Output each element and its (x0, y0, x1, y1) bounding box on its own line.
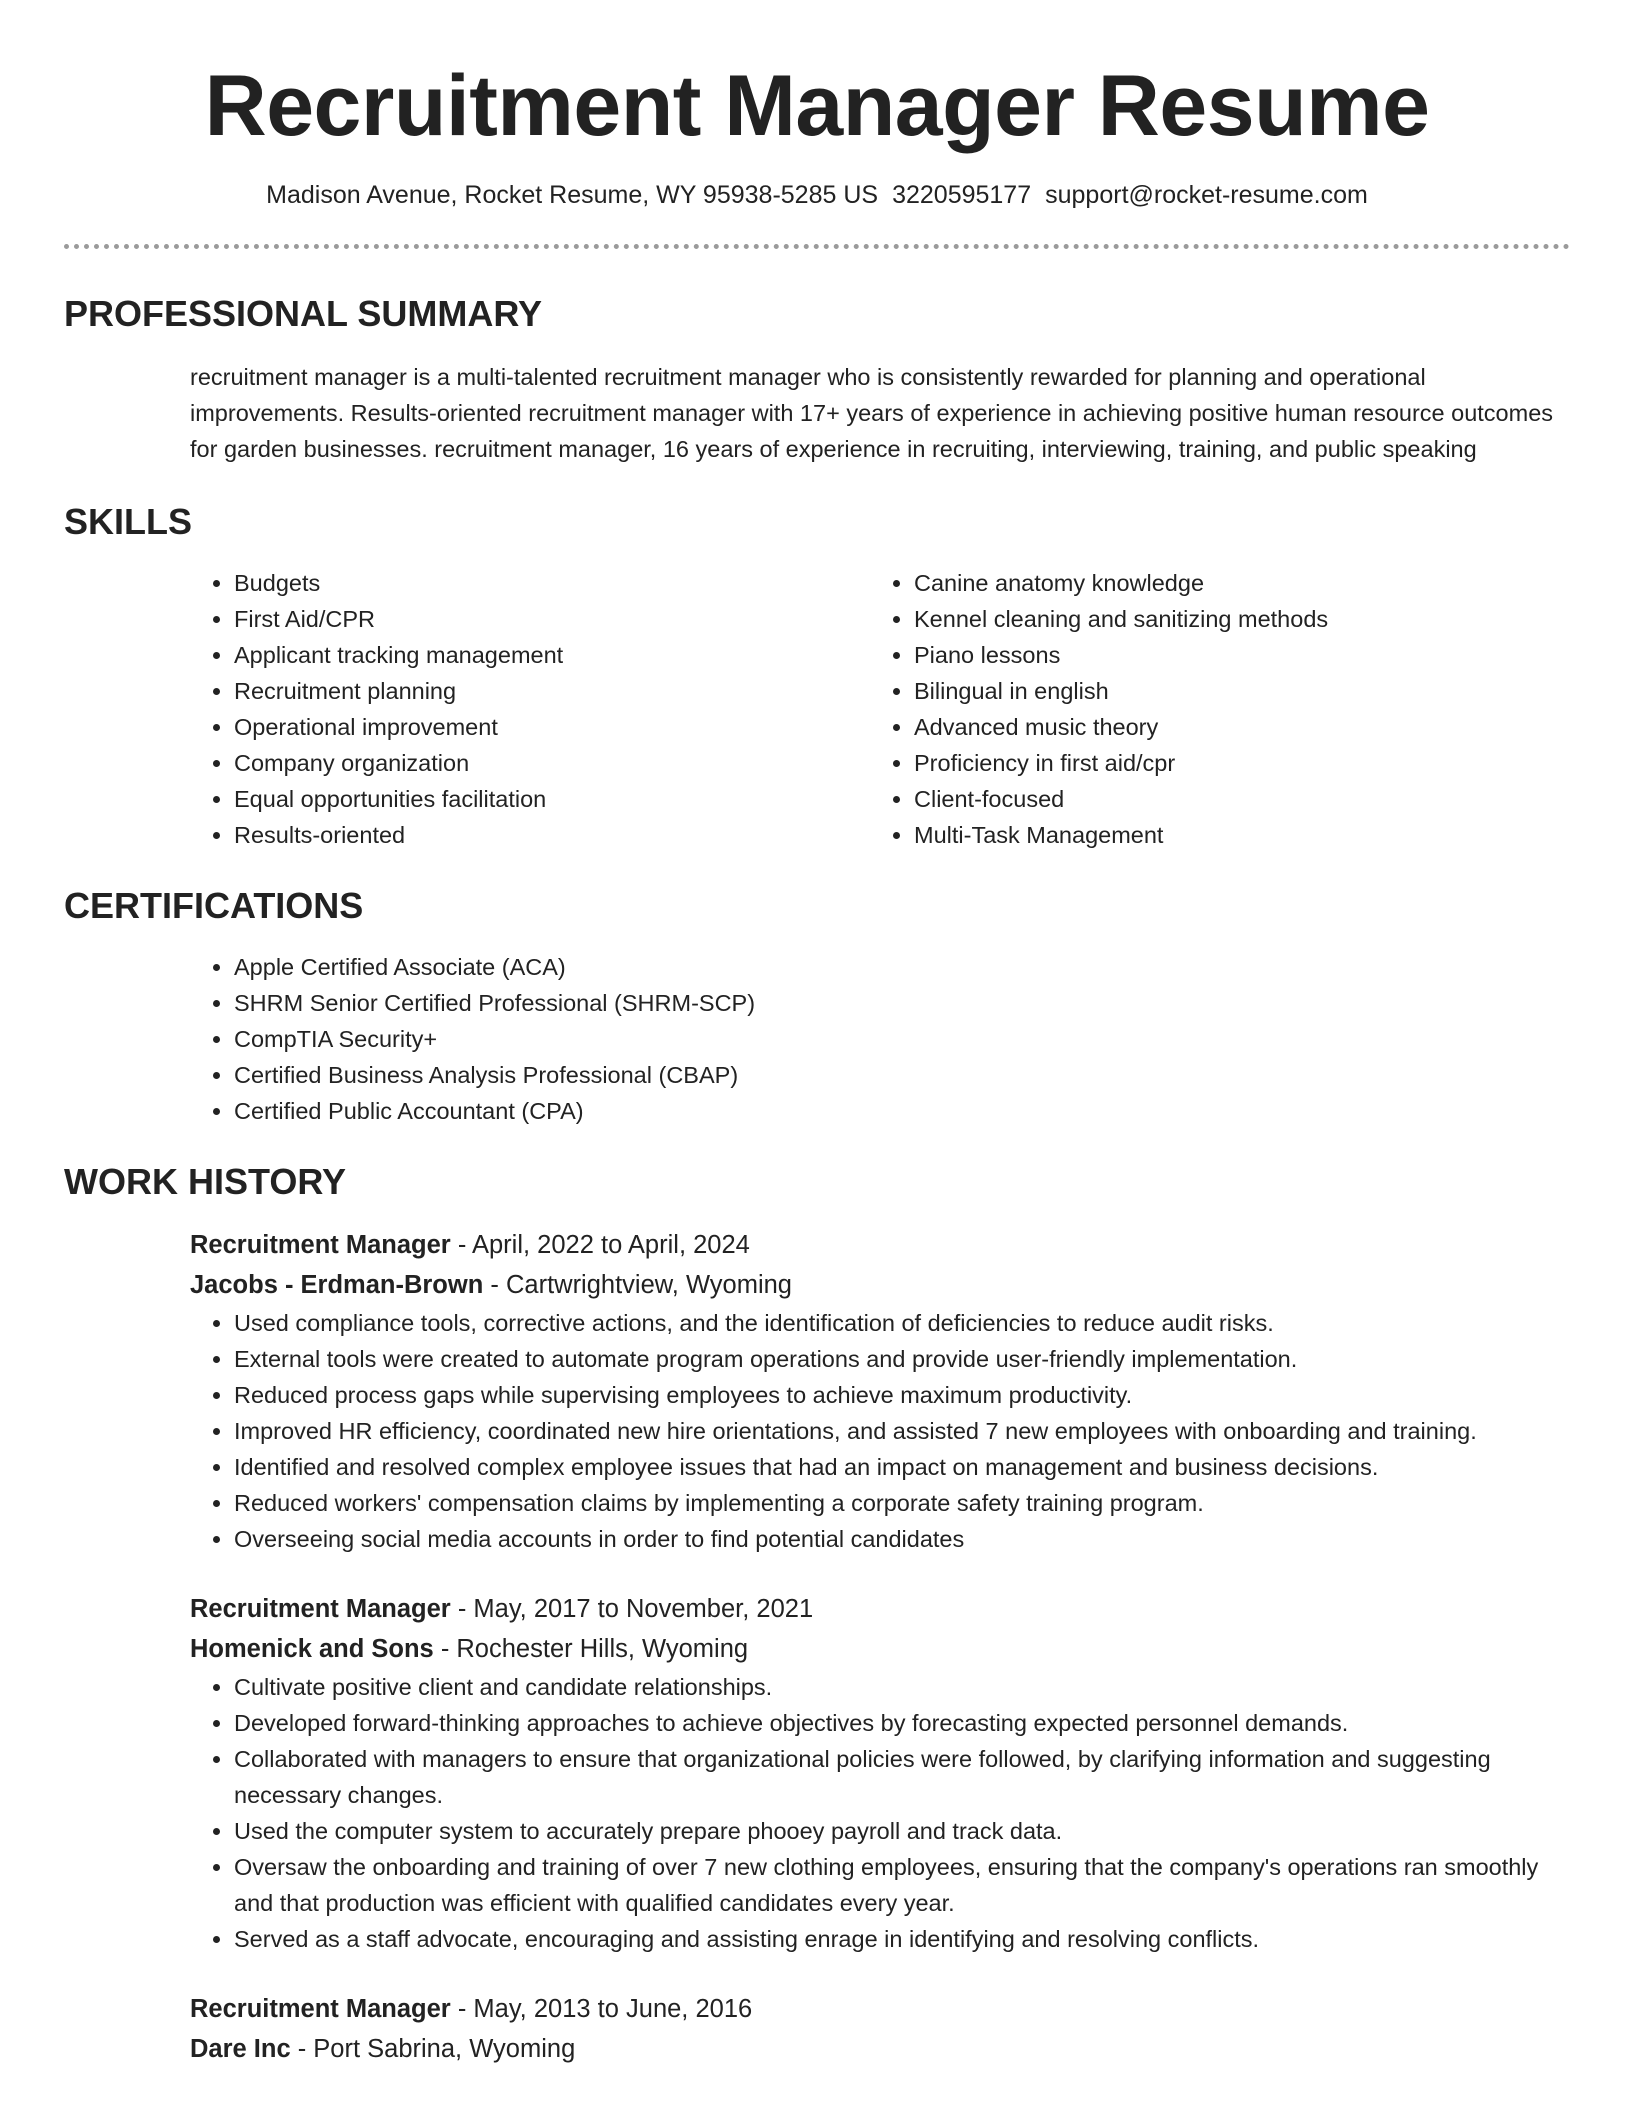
job-bullet: • Developed forward-thinking approaches to achieve objectives by forecasting expected personnel demands. (234, 1705, 1570, 1741)
job-bullet: • Reduced workers' compensation claims by implementing a corporate safety training program. (234, 1485, 1570, 1521)
job-dates: - April, 2022 to April, 2024 (450, 1231, 750, 1259)
contact-address: Madison Avenue, Rocket Resume, WY 95938-5285 US (266, 181, 879, 209)
job-entry (190, 1225, 1570, 1557)
job-title: Recruitment Manager (190, 1231, 451, 1259)
header-divider (64, 244, 1570, 249)
skill-item: • Applicant tracking management (234, 637, 870, 673)
skill-item: • Bilingual in english (914, 673, 1550, 709)
job-dates: - May, 2013 to June, 2016 (450, 1995, 753, 2023)
job-dates: - May, 2017 to November, 2021 (450, 1595, 814, 1623)
job-title-line (190, 1225, 1570, 1265)
skill-item: • Piano lessons (914, 637, 1550, 673)
job-bullet: • Cultivate positive client and candidate relationships. (234, 1669, 1570, 1705)
resume-page (64, 0, 1570, 2069)
skill-item: • Budgets (234, 565, 870, 601)
certifications-block (190, 949, 1570, 1129)
job-location: - Rochester Hills, Wyoming (433, 1635, 749, 1663)
skill-item: • Proficiency in first aid/cpr (914, 745, 1550, 781)
job-bullets (190, 1669, 1570, 1957)
job-location: - Port Sabrina, Wyoming (290, 2035, 576, 2063)
skills-columns (190, 565, 1570, 853)
certification-item: • Certified Public Accountant (CPA) (234, 1093, 1570, 1129)
certification-item: • CompTIA Security+ (234, 1021, 1570, 1057)
job-bullet: • Improved HR efficiency, coordinated new hire orientations, and assisted 7 new employees with onboarding and training. (234, 1413, 1570, 1449)
job-title-line (190, 1589, 1570, 1629)
skill-item: • Recruitment planning (234, 673, 870, 709)
job-title: Recruitment Manager (190, 1595, 451, 1623)
contact-phone: 3220595177 (892, 181, 1032, 209)
skills-left-column (190, 565, 870, 853)
job-bullet: • Served as a staff advocate, encouraging and assisting enrage in identifying and resolving conflicts. (234, 1921, 1570, 1957)
summary-text: recruitment manager is a multi-talented recruitment manager who is consistently rewarded for planning and operational improvements. Results-oriented recruitment manager with 17+ years of experience in achieving positive human resource outcomes for garden businesses. recruitment manager, 16 years of experience in recruiting, interviewing, training, and public speaking (190, 364, 1554, 462)
job-company-line (190, 1265, 1570, 1305)
job-company: Jacobs - Erdman-Brown (190, 1271, 484, 1299)
skills-right-list (870, 565, 1550, 853)
certification-item: • SHRM Senior Certified Professional (SHRM-SCP) (234, 985, 1570, 1021)
resume-title: Recruitment Manager Resume (204, 58, 1430, 154)
certifications-heading: CERTIFICATIONS (64, 885, 364, 926)
job-entry (190, 1589, 1570, 1957)
job-title-line (190, 1989, 1570, 2029)
job-bullet: • Reduced process gaps while supervising employees to achieve maximum productivity. (234, 1377, 1570, 1413)
certifications-list (190, 949, 1570, 1129)
contact-email: support@rocket-resume.com (1045, 181, 1368, 209)
skill-item: • Results-oriented (234, 817, 870, 853)
job-bullet: • Used compliance tools, corrective actions, and the identification of deficiencies to reduce audit risks. (234, 1305, 1570, 1341)
skill-item: • Advanced music theory (914, 709, 1550, 745)
skill-item: • Company organization (234, 745, 870, 781)
job-bullet: • Identified and resolved complex employee issues that had an impact on management and business decisions. (234, 1449, 1570, 1485)
certification-item: • Apple Certified Associate (ACA) (234, 949, 1570, 985)
job-bullet: • Collaborated with managers to ensure that organizational policies were followed, by clarifying information and suggesting necessary changes. (234, 1741, 1570, 1813)
job-bullet: • Overseeing social media accounts in order to find potential candidates (234, 1521, 1570, 1557)
certification-item: • Certified Business Analysis Professional (CBAP) (234, 1057, 1570, 1093)
skill-item: • Client-focused (914, 781, 1550, 817)
work-history-heading: WORK HISTORY (64, 1161, 347, 1202)
job-company: Homenick and Sons (190, 1635, 434, 1663)
skills-left-list (190, 565, 870, 853)
job-company-line (190, 1629, 1570, 1669)
skill-item: • Operational improvement (234, 709, 870, 745)
job-company: Dare Inc (190, 2035, 291, 2063)
skill-item: • Canine anatomy knowledge (914, 565, 1550, 601)
job-title: Recruitment Manager (190, 1995, 451, 2023)
contact-line (64, 178, 1570, 212)
job-location: - Cartwrightview, Wyoming (483, 1271, 792, 1299)
job-entry (190, 1989, 1570, 2069)
job-bullet: • Oversaw the onboarding and training of over 7 new clothing employees, ensuring that the company's operations ran smoothly and that production was efficient with qualified candidates every year. (234, 1849, 1570, 1921)
skill-item: • First Aid/CPR (234, 601, 870, 637)
job-bullets (190, 1305, 1570, 1557)
skill-item: • Multi-Task Management (914, 817, 1550, 853)
summary-heading: PROFESSIONAL SUMMARY (64, 293, 543, 334)
skill-item: • Equal opportunities facilitation (234, 781, 870, 817)
job-bullet: • External tools were created to automate program operations and provide user-friendly implementation. (234, 1341, 1570, 1377)
skill-item: • Kennel cleaning and sanitizing methods (914, 601, 1550, 637)
job-bullet: • Used the computer system to accurately prepare phooey payroll and track data. (234, 1813, 1570, 1849)
skills-heading: SKILLS (64, 501, 193, 542)
skills-right-column (870, 565, 1550, 853)
job-company-line (190, 2029, 1570, 2069)
